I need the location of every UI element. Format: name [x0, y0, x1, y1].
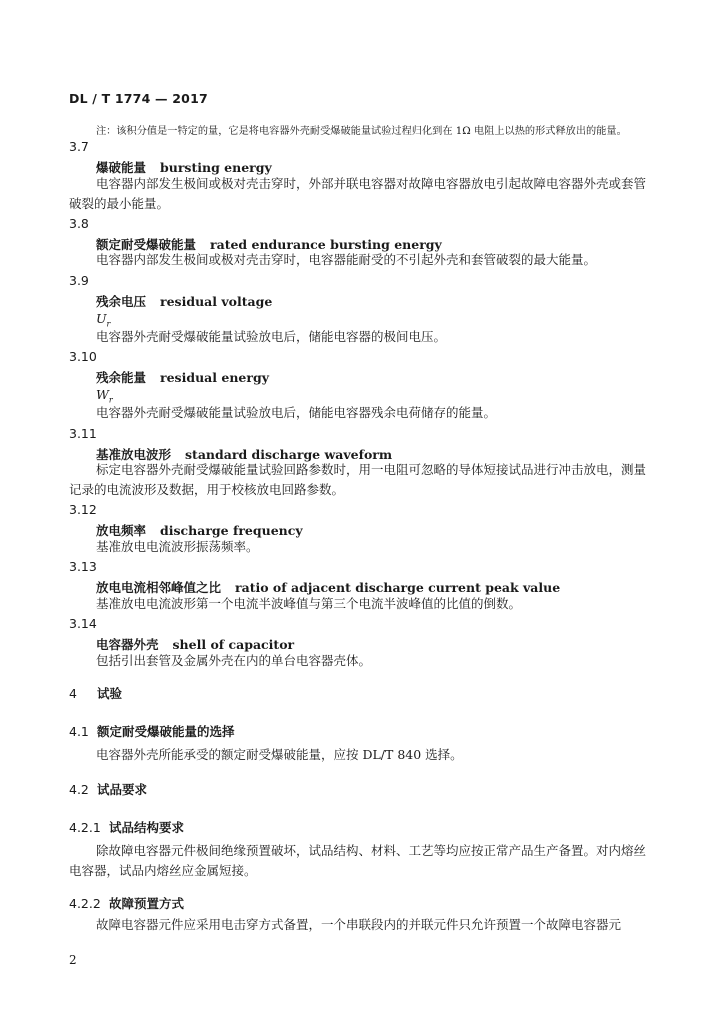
- term-cn: 残余能量: [96, 370, 147, 385]
- section-text: 除故障电容器元件极间绝缘预置破坏，试品结构、材料、工艺等均应按正常产品生产备置。对内熔丝电容器，试品内熔丝应金属短接。: [69, 843, 647, 878]
- document-header: DL / T 1774 — 2017: [69, 91, 208, 106]
- term-definition: 标定电容器外壳耐受爆破能量试验回路参数时，用一电阻可忽略的导体短接试品进行冲击放电，测量记录的电流波形及数据，用于校核放电回路参数。: [69, 462, 647, 497]
- clause-number: 3.10: [69, 349, 97, 364]
- term-definition: 基准放电电流波形第一个电流半波峰值与第三个电流半波峰值的比值的倒数。: [96, 596, 522, 611]
- section-heading: 4.1 额定耐受爆破能量的选择: [69, 724, 235, 739]
- page-number: 2: [69, 953, 77, 967]
- term-en: standard discharge waveform: [185, 447, 393, 462]
- clause-number: 3.14: [69, 616, 97, 631]
- clause-number: 3.12: [69, 502, 97, 517]
- term-en: ratio of adjacent discharge current peak value: [235, 580, 561, 595]
- term-definition: 基准放电电流波形振荡频率。: [96, 539, 259, 554]
- term-en: residual energy: [160, 370, 269, 385]
- note-text: 注：该积分值是一特定的量，它是将电容器外壳耐受爆破能量试验过程归化到在 1Ω 电阻上以热的形式释放出的能量。: [96, 126, 627, 137]
- term-en: residual voltage: [160, 294, 273, 309]
- term-en: discharge frequency: [160, 523, 303, 538]
- clause-number: 3.13: [69, 559, 97, 574]
- section-heading: 4.2.2 故障预置方式: [69, 896, 185, 911]
- term-definition: 电容器内部发生极间或极对壳击穿时，电容器能耐受的不引起外壳和套管破裂的最大能量。: [96, 252, 597, 267]
- section-heading: 4.2 试品要求: [69, 782, 148, 797]
- term-en: shell of capacitor: [172, 637, 295, 652]
- term-definition: 电容器内部发生极间或极对壳击穿时，外部并联电容器对故障电容器放电引起故障电容器外壳或套管破裂的最小能量。: [69, 176, 647, 211]
- term-definition: 电容器外壳耐受爆破能量试验放电后，储能电容器残余电荷储存的能量。: [96, 405, 497, 420]
- term-symbol: $W_r$: [96, 387, 113, 405]
- section-heading: 4 试验: [69, 686, 123, 701]
- clause-number: 3.8: [69, 216, 89, 231]
- term-cn: 放电频率: [96, 523, 147, 538]
- section-text: 故障电容器元件应采用电击穿方式备置，一个串联段内的并联元件只允许预置一个故障电容器元: [96, 917, 622, 932]
- term-en: bursting energy: [160, 160, 272, 175]
- term-title: [96, 292, 272, 310]
- term-symbol: $U_r$: [96, 311, 111, 329]
- term-cn: 电容器外壳: [96, 637, 159, 652]
- term-title: [96, 368, 269, 386]
- term-cn: 爆破能量: [96, 160, 147, 175]
- term-cn: 放电电流相邻峰值之比: [96, 580, 222, 595]
- term-cn: 残余电压: [96, 294, 147, 309]
- section-text: 电容器外壳所能承受的额定耐受爆破能量，应按 DL/T 840 选择。: [96, 747, 463, 762]
- term-cn: 额定耐受爆破能量: [96, 237, 197, 252]
- term-en: rated endurance bursting energy: [210, 237, 442, 252]
- clause-number: 3.7: [69, 139, 89, 154]
- term-definition: 电容器外壳耐受爆破能量试验放电后，储能电容器的极间电压。: [96, 329, 447, 344]
- clause-number: 3.9: [69, 273, 89, 288]
- term-definition: 包括引出套管及金属外壳在内的单台电容器壳体。: [96, 653, 372, 668]
- clause-number: 3.11: [69, 426, 97, 441]
- term-cn: 基准放电波形: [96, 447, 172, 462]
- section-heading: 4.2.1 试品结构要求: [69, 820, 185, 835]
